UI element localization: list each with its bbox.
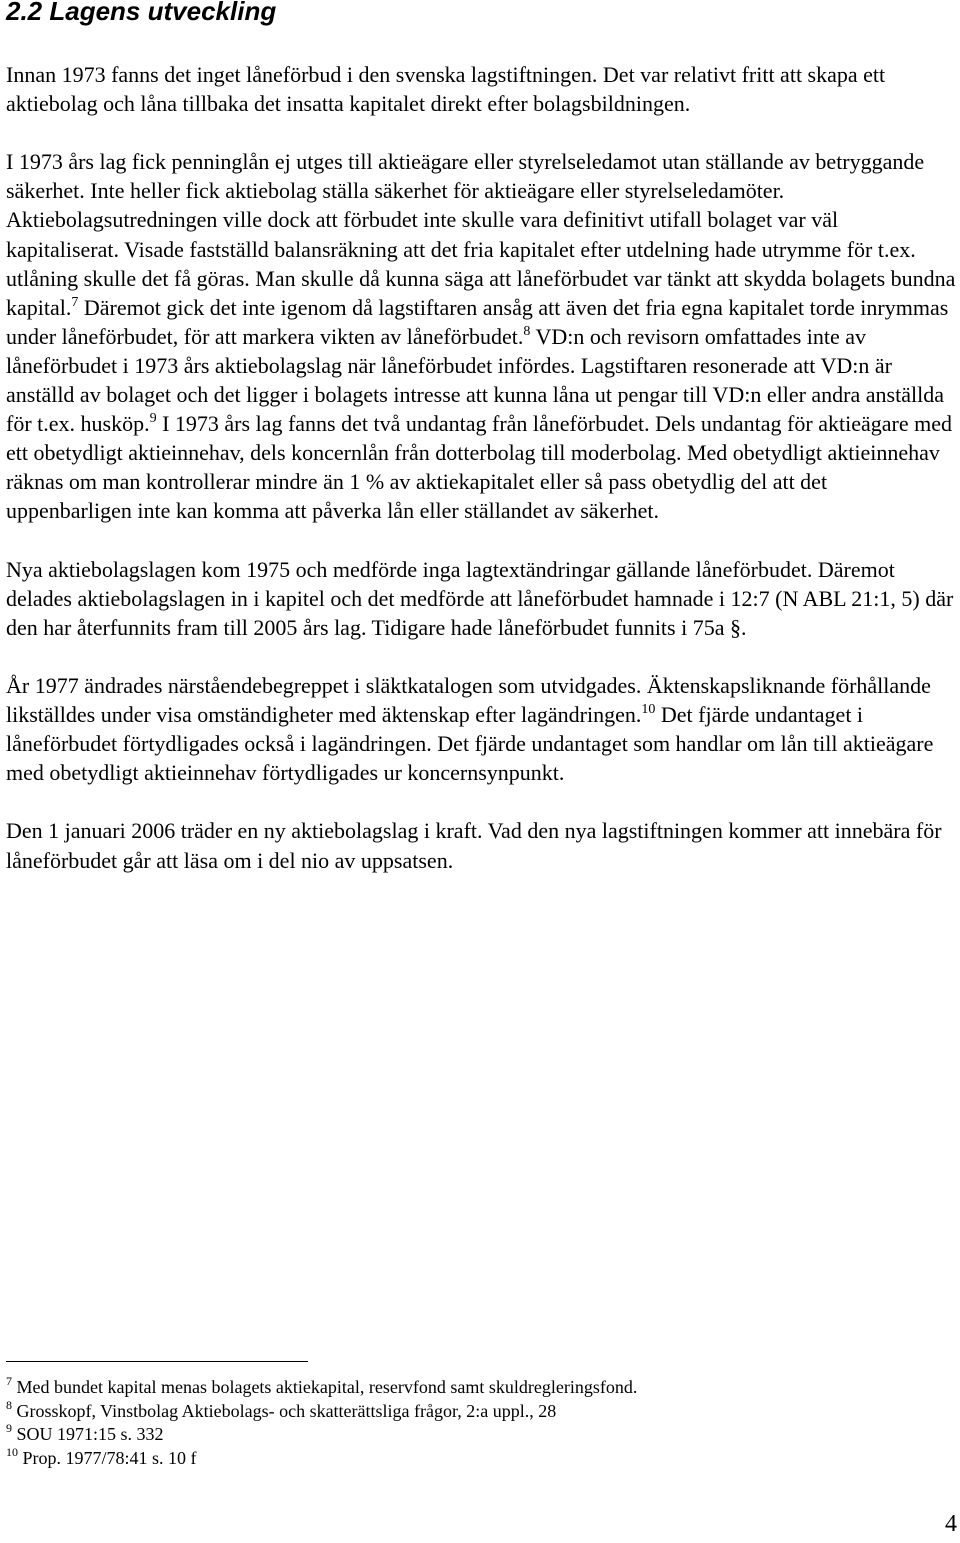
paragraph-text: I 1973 års lag fick penninglån ej utges till aktieägare eller styrelseledamot utan ställande av betryggande säkerhet. Inte heller fick aktiebolag ställa säkerhet för aktieägare eller styrelseledamöter. Aktiebolagsutredningen ville dock att förbudet inte skulle vara definitivt utifall bolaget var väl kapitaliserat. Visade fastställd balansräkning att det fria kapitalet efter utdelning hade utrymme för t.ex. utlåning skulle det få göras. Man skulle då kunna säga att låneförbudet var tänkt att skydda bolagets bundna kapital.: [6, 149, 956, 320]
paragraph: [6, 555, 956, 642]
paragraph-text: I 1973 års lag fanns det två undantag från låneförbudet. Dels undantag för aktieägare med ett obetydligt aktieinnehav, dels koncernlån från dotterbolag till moderbolag. Med obetydligt aktieinnehav räknas om man kontrollerar mindre än 1 % av aktiekapitalet eller så pass obetydlig del att det uppenbarligen inte kan komma att påverka lån eller ställandet av säkerhet.: [6, 411, 952, 524]
paragraph-text: År 1977 ändrades närståendebegreppet i släktkatalogen som utvidgades. Äktenskapsliknande förhållande likställdes under visa omständigheter med äktenskap efter lagändringen.: [6, 672, 931, 728]
footnote: [6, 1376, 956, 1400]
footnote-text: Med bundet kapital menas bolagets aktiekapital, reservfond samt skuldregleringsfond.: [12, 1377, 638, 1397]
paragraph: [6, 816, 956, 874]
body-text: [6, 60, 956, 904]
footnotes: [6, 1376, 956, 1470]
paragraph: [6, 147, 956, 525]
section-heading: 2.2 Lagens utveckling: [6, 0, 277, 26]
footnote-reference: 8: [523, 323, 531, 339]
footnote: [6, 1444, 956, 1471]
footnote-number: 10: [6, 1444, 18, 1459]
footnote-text: Prop. 1977/78:41 s. 10 f: [18, 1447, 197, 1468]
paragraph-text: Det fjärde undantaget i låneförbudet förtydligades också i lagändringen. Det fjärde undantaget som handlar om lån till aktieägare med obetydligt aktieinnehav förtydligades ur koncernsynpunkt.: [6, 702, 934, 786]
paragraph: [6, 671, 956, 787]
footnote-number: 8: [6, 1397, 12, 1412]
footnote-number: 7: [6, 1374, 12, 1388]
paragraph-text: Däremot gick det inte igenom då lagstiftaren ansåg att även det fria egna kapitalet torde inrymmas under låneförbudet, för att markera vikten av låneförbudet.: [6, 294, 949, 349]
footnote-number: 9: [6, 1421, 12, 1435]
paragraph-text: Den 1 januari 2006 träder en ny aktiebolagslag i kraft. Vad den nya lagstiftningen kommer att innebära för låneförbudet går att läsa om i del nio av uppsatsen.: [6, 818, 942, 873]
paragraph-text: VD:n och revisorn omfattades inte av låneförbudet i 1973 års aktiebolagslag när låneförbudet infördes. Lagstiftaren resonerade att VD:n är anställd av bolaget och det ligger i bolagets intresse att kunna låna ut pengar till VD:n eller andra anställda för t.ex. husköp.: [6, 323, 944, 437]
paragraph-text: Nya aktiebolagslagen kom 1975 och medförde inga lagtextändringar gällande låneförbudet. Däremot delades aktiebolagslagen in i kapitel och det medförde att låneförbudet hamnade i 12:7 (N ABL 21:1, 5) där den har återfunnits fram till 2005 års lag. Tidigare hade låneförbudet funnits i 75a §.: [6, 556, 954, 640]
footnote-reference: 9: [149, 411, 157, 427]
page-number: 4: [945, 1511, 957, 1537]
footnote-reference: 7: [71, 294, 79, 310]
footnote-text: SOU 1971:15 s. 332: [12, 1424, 164, 1444]
paragraph: [6, 60, 956, 118]
footnote-text: Grosskopf, Vinstbolag Aktiebolags- och skatterättsliga frågor, 2:a uppl., 28: [12, 1400, 557, 1421]
footnote: [6, 1423, 956, 1447]
footnote: [6, 1397, 956, 1424]
footnote-reference: 10: [641, 702, 656, 718]
paragraph-text: Innan 1973 fanns det inget låneförbud i den svenska lagstiftningen. Det var relativt fritt att skapa ett aktiebolag och låna tillbaka det insatta kapitalet direkt efter bolagsbildningen.: [6, 62, 886, 117]
footnote-separator: [6, 1361, 308, 1362]
